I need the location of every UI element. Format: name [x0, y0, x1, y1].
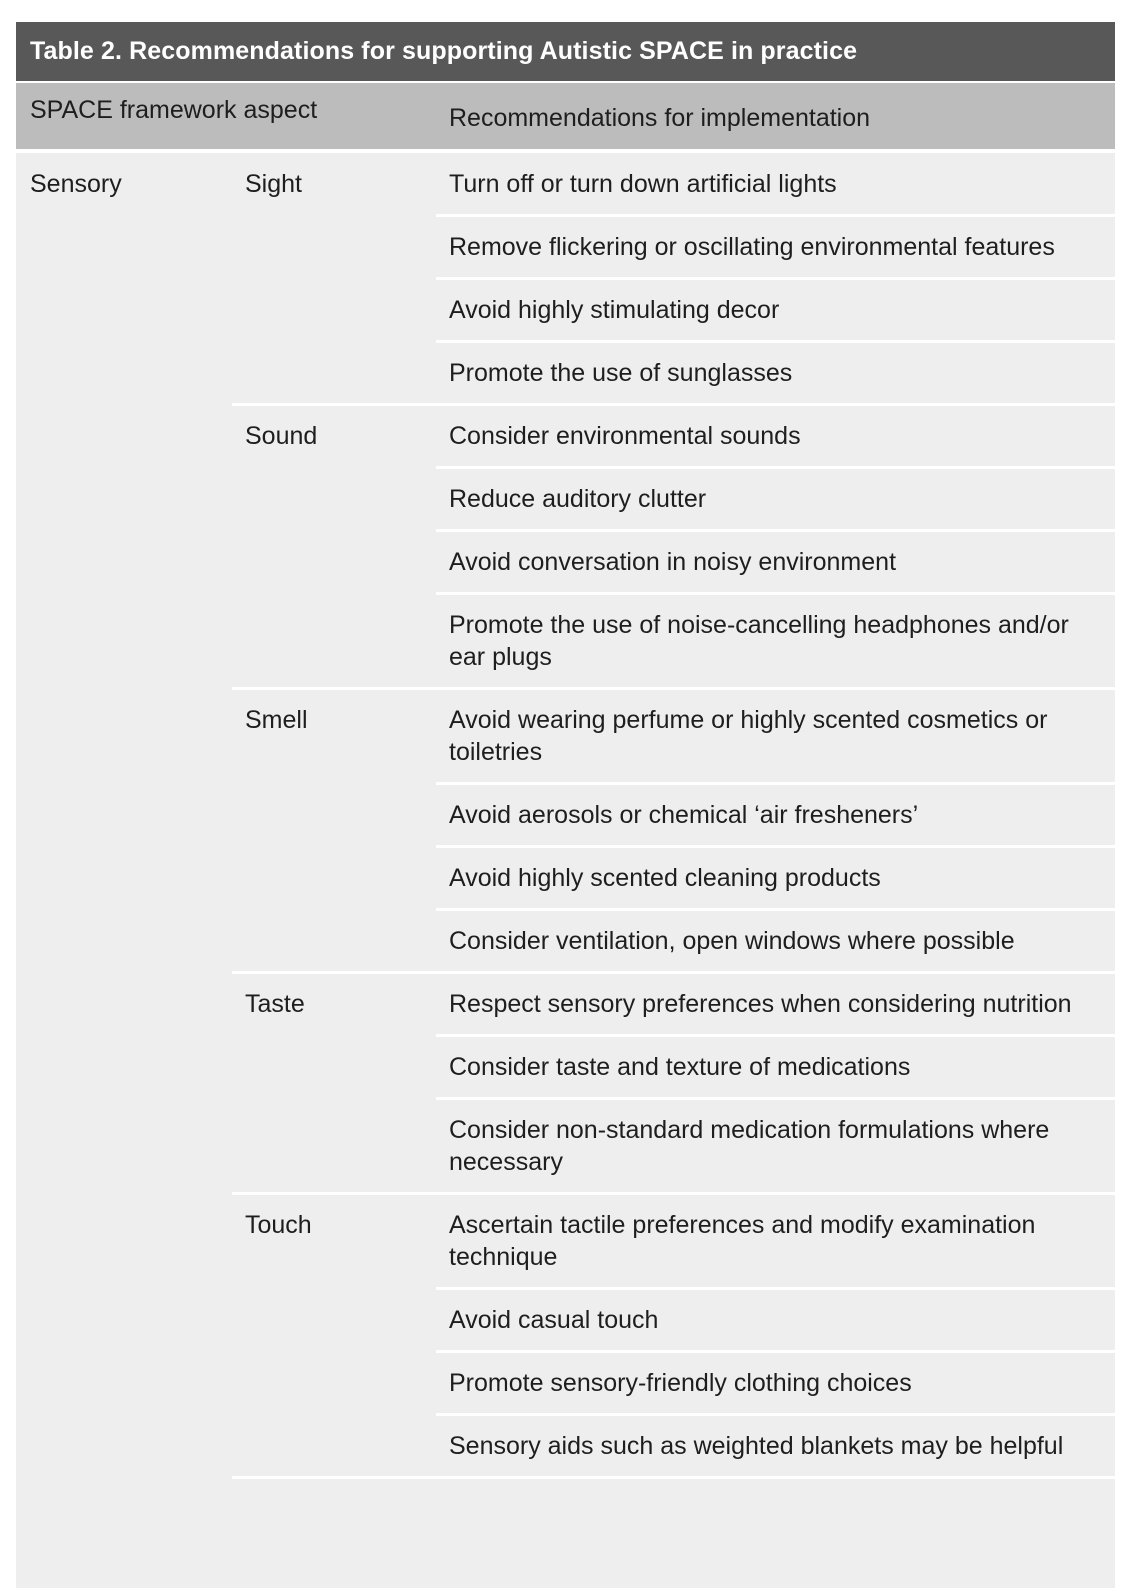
recommendation-item: Consider non-standard medication formulations where necessary: [449, 1116, 1050, 1176]
recommendation-item: Avoid casual touch: [449, 1306, 659, 1334]
sense-label: Sight: [245, 170, 302, 198]
row-separator: [436, 1413, 1115, 1416]
group-separator: [232, 971, 1115, 974]
table-body: [16, 153, 1115, 1588]
row-separator: [436, 1097, 1115, 1100]
recommendation-item: Reduce auditory clutter: [449, 485, 707, 513]
header-aspect: SPACE framework aspect: [30, 96, 318, 124]
recommendation-item: Turn off or turn down artificial lights: [449, 170, 837, 198]
recommendation-item: Sensory aids such as weighted blankets may be helpful: [449, 1432, 1064, 1460]
group-separator: [232, 403, 1115, 406]
recommendation-item: Avoid conversation in noisy environment: [449, 548, 897, 576]
sense-label: Sound: [245, 422, 318, 450]
recommendation-item: Avoid aerosols or chemical ‘air fresheners’: [449, 801, 919, 829]
recommendation-item: Respect sensory preferences when considering nutrition: [449, 990, 1072, 1018]
recommendations-table: [16, 22, 1115, 1588]
sense-label: Touch: [245, 1211, 312, 1239]
recommendation-item: Ascertain tactile preferences and modify examination technique: [449, 1211, 1036, 1271]
row-separator: [436, 1287, 1115, 1290]
table-header-row: [16, 83, 1115, 149]
table-title: Table 2. Recommendations for supporting Autistic SPACE in practice: [16, 22, 1115, 81]
row-separator: [436, 845, 1115, 848]
row-separator: [436, 214, 1115, 217]
group-separator: [232, 1192, 1115, 1195]
row-separator: [436, 277, 1115, 280]
row-separator: [436, 908, 1115, 911]
recommendation-item: Avoid highly scented cleaning products: [449, 864, 881, 892]
recommendation-item: Promote the use of sunglasses: [449, 359, 793, 387]
recommendation-item: Consider ventilation, open windows where possible: [449, 927, 1015, 955]
recommendation-item: Promote the use of noise-cancelling headphones and/or ear plugs: [449, 611, 1069, 671]
row-separator: [436, 340, 1115, 343]
row-separator: [436, 782, 1115, 785]
recommendation-item: Consider taste and texture of medications: [449, 1053, 911, 1081]
header-recommendations: Recommendations for implementation: [449, 104, 871, 132]
row-separator: [436, 592, 1115, 595]
group-separator: [232, 1476, 1115, 1479]
recommendation-item: Avoid wearing perfume or highly scented cosmetics or toiletries: [449, 706, 1048, 766]
recommendation-item: Avoid highly stimulating decor: [449, 296, 780, 324]
recommendation-item: Remove flickering or oscillating environmental features: [449, 233, 1055, 261]
sense-label: Smell: [245, 706, 308, 734]
row-separator: [436, 1034, 1115, 1037]
recommendation-item: Consider environmental sounds: [449, 422, 801, 450]
recommendation-item: Promote sensory-friendly clothing choices: [449, 1369, 912, 1397]
sense-label: Taste: [245, 990, 305, 1018]
group-separator: [232, 687, 1115, 690]
row-separator: [436, 466, 1115, 469]
category-label: Sensory: [30, 170, 122, 198]
row-separator: [436, 529, 1115, 532]
row-separator: [436, 1350, 1115, 1353]
